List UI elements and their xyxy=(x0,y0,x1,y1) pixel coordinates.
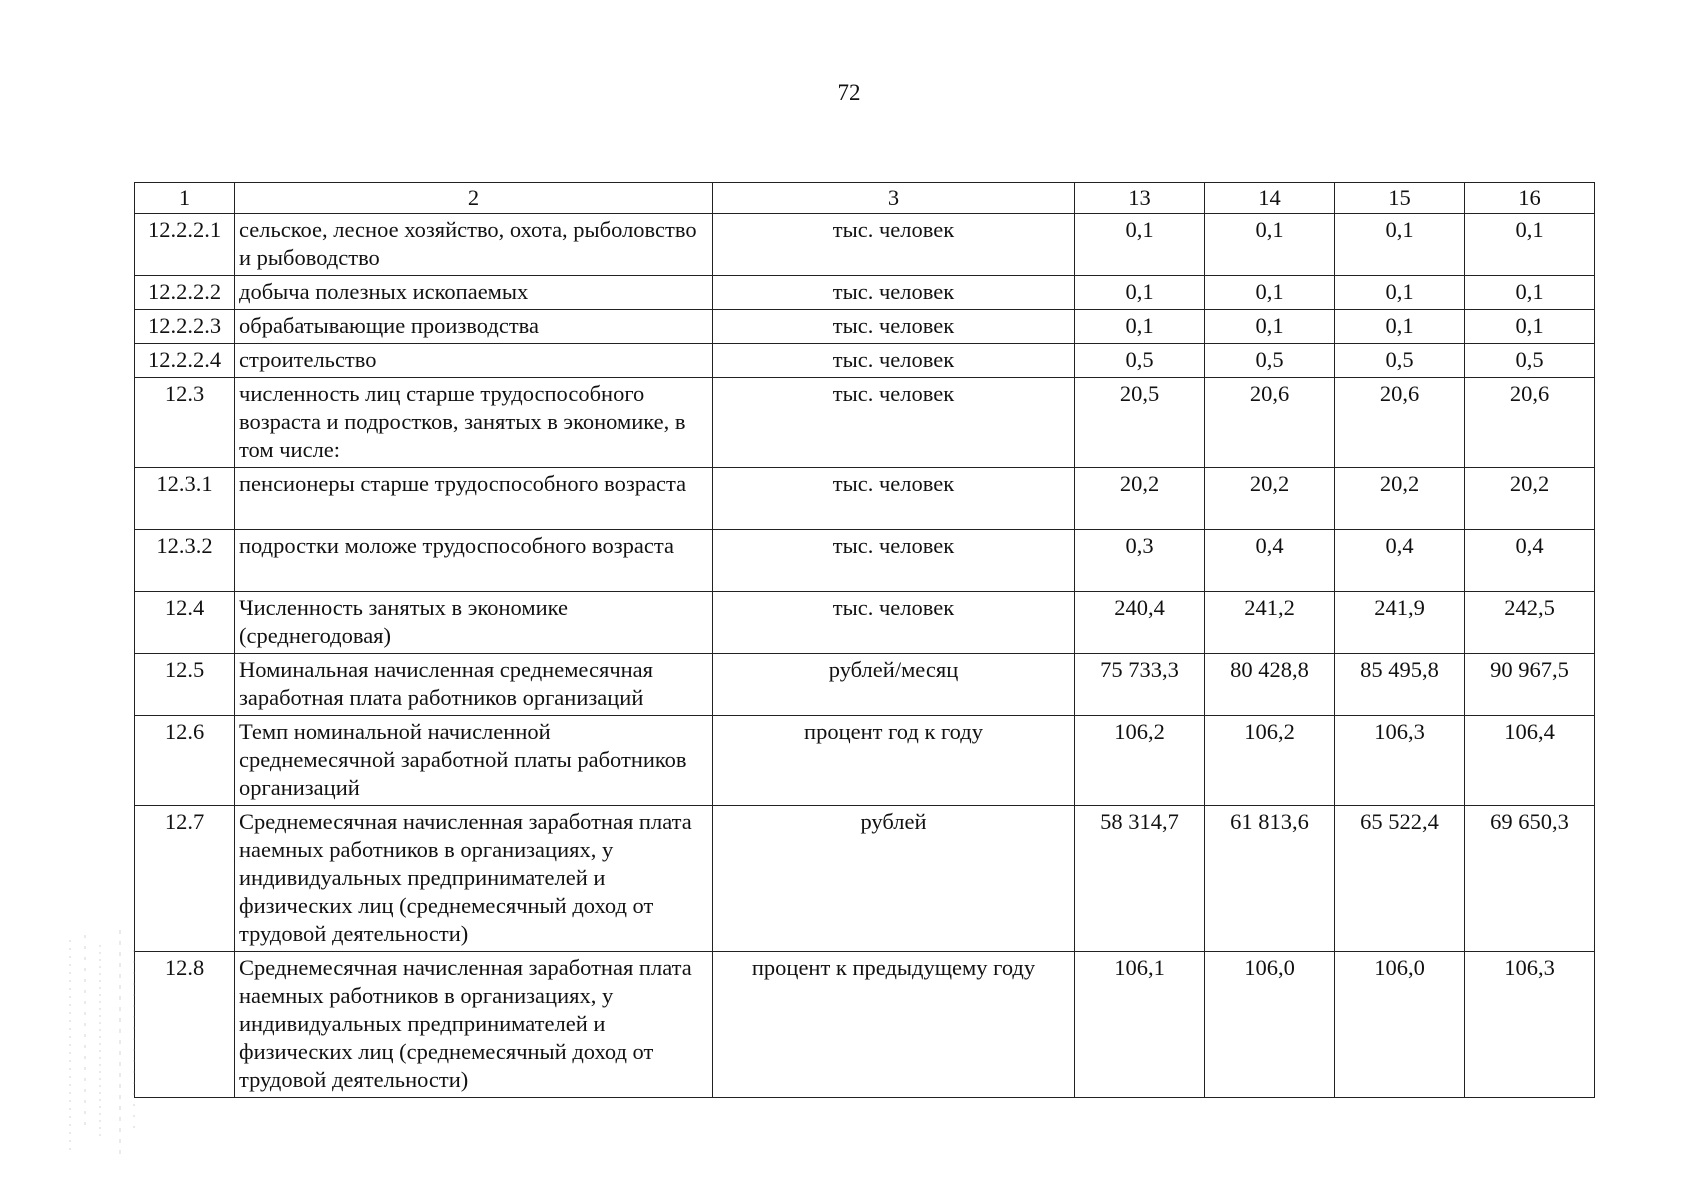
row-value-13: 0,1 xyxy=(1075,214,1205,276)
header-cell-col1: 1 xyxy=(135,183,235,214)
row-code: 12.2.2.3 xyxy=(135,310,235,344)
page-number: 72 xyxy=(837,80,861,105)
row-unit: тыс. человек xyxy=(713,592,1075,654)
row-code: 12.6 xyxy=(135,716,235,806)
row-description: добыча полезных ископаемых xyxy=(235,276,713,310)
row-value-13: 0,1 xyxy=(1075,276,1205,310)
row-value-14: 61 813,6 xyxy=(1205,806,1335,952)
row-code: 12.7 xyxy=(135,806,235,952)
table-row xyxy=(135,592,1595,654)
header-cell-col16: 16 xyxy=(1465,183,1595,214)
table-row xyxy=(135,806,1595,952)
table-row xyxy=(135,468,1595,530)
row-value-15: 20,2 xyxy=(1335,468,1465,530)
row-value-13: 20,2 xyxy=(1075,468,1205,530)
row-description: пенсионеры старше трудоспособного возраста xyxy=(235,468,713,530)
row-unit: процент год к году xyxy=(713,716,1075,806)
row-value-15: 65 522,4 xyxy=(1335,806,1465,952)
row-value-14: 0,1 xyxy=(1205,276,1335,310)
row-code: 12.3.1 xyxy=(135,468,235,530)
row-description: численность лиц старше трудоспособного возраста и подростков, занятых в экономике, в том числе: xyxy=(235,378,713,468)
row-description: Номинальная начисленная среднемесячная заработная плата работников организаций xyxy=(235,654,713,716)
row-unit: тыс. человек xyxy=(713,468,1075,530)
row-value-14: 0,4 xyxy=(1205,530,1335,592)
table-row xyxy=(135,952,1595,1098)
row-value-14: 0,5 xyxy=(1205,344,1335,378)
row-unit: тыс. человек xyxy=(713,276,1075,310)
row-unit: процент к предыдущему году xyxy=(713,952,1075,1098)
row-code: 12.4 xyxy=(135,592,235,654)
table-row xyxy=(135,378,1595,468)
row-value-16: 106,3 xyxy=(1465,952,1595,1098)
row-value-15: 0,5 xyxy=(1335,344,1465,378)
table-row xyxy=(135,344,1595,378)
row-value-14: 106,0 xyxy=(1205,952,1335,1098)
row-description: сельское, лесное хозяйство, охота, рыболовство и рыбоводство xyxy=(235,214,713,276)
row-value-15: 0,1 xyxy=(1335,214,1465,276)
row-value-16: 90 967,5 xyxy=(1465,654,1595,716)
row-value-16: 0,5 xyxy=(1465,344,1595,378)
row-unit: тыс. человек xyxy=(713,214,1075,276)
row-unit: тыс. человек xyxy=(713,378,1075,468)
row-value-13: 20,5 xyxy=(1075,378,1205,468)
row-value-13: 106,2 xyxy=(1075,716,1205,806)
row-unit: тыс. человек xyxy=(713,310,1075,344)
row-value-14: 80 428,8 xyxy=(1205,654,1335,716)
row-value-15: 0,1 xyxy=(1335,276,1465,310)
row-value-14: 106,2 xyxy=(1205,716,1335,806)
row-unit: тыс. человек xyxy=(713,344,1075,378)
row-value-15: 0,1 xyxy=(1335,310,1465,344)
row-description: строительство xyxy=(235,344,713,378)
row-description: Темп номинальной начисленной среднемесячной заработной платы работников организаций xyxy=(235,716,713,806)
row-value-14: 20,2 xyxy=(1205,468,1335,530)
row-value-13: 0,1 xyxy=(1075,310,1205,344)
table-row xyxy=(135,530,1595,592)
row-value-15: 0,4 xyxy=(1335,530,1465,592)
row-value-15: 20,6 xyxy=(1335,378,1465,468)
row-value-13: 58 314,7 xyxy=(1075,806,1205,952)
data-table xyxy=(134,182,1595,1098)
row-description: обрабатывающие производства xyxy=(235,310,713,344)
row-code: 12.2.2.2 xyxy=(135,276,235,310)
row-value-16: 0,1 xyxy=(1465,276,1595,310)
row-value-15: 106,3 xyxy=(1335,716,1465,806)
row-value-13: 0,5 xyxy=(1075,344,1205,378)
header-cell-col13: 13 xyxy=(1075,183,1205,214)
row-value-13: 75 733,3 xyxy=(1075,654,1205,716)
row-value-16: 242,5 xyxy=(1465,592,1595,654)
header-cell-col3: 3 xyxy=(713,183,1075,214)
row-code: 12.5 xyxy=(135,654,235,716)
row-value-14: 0,1 xyxy=(1205,214,1335,276)
row-value-16: 20,6 xyxy=(1465,378,1595,468)
row-value-16: 0,1 xyxy=(1465,214,1595,276)
row-value-13: 106,1 xyxy=(1075,952,1205,1098)
row-unit: рублей/месяц xyxy=(713,654,1075,716)
table-row xyxy=(135,310,1595,344)
row-value-14: 241,2 xyxy=(1205,592,1335,654)
row-description: подростки моложе трудоспособного возраста xyxy=(235,530,713,592)
row-value-16: 0,1 xyxy=(1465,310,1595,344)
table-header-row xyxy=(135,183,1595,214)
header-cell-col2: 2 xyxy=(235,183,713,214)
row-code: 12.3 xyxy=(135,378,235,468)
row-value-15: 106,0 xyxy=(1335,952,1465,1098)
row-description: Среднемесячная начисленная заработная плата наемных работников в организациях, у индивидуальных предпринимателей и физических лиц (среднемесячный доход от трудовой деятельности) xyxy=(235,806,713,952)
row-value-16: 20,2 xyxy=(1465,468,1595,530)
table-row xyxy=(135,276,1595,310)
row-value-16: 0,4 xyxy=(1465,530,1595,592)
row-value-13: 0,3 xyxy=(1075,530,1205,592)
row-unit: рублей xyxy=(713,806,1075,952)
row-code: 12.2.2.1 xyxy=(135,214,235,276)
row-unit: тыс. человек xyxy=(713,530,1075,592)
scan-artifact-mark xyxy=(60,930,140,1160)
row-value-14: 20,6 xyxy=(1205,378,1335,468)
row-description: Численность занятых в экономике (среднегодовая) xyxy=(235,592,713,654)
header-cell-col15: 15 xyxy=(1335,183,1465,214)
row-value-13: 240,4 xyxy=(1075,592,1205,654)
table-row xyxy=(135,716,1595,806)
row-code: 12.8 xyxy=(135,952,235,1098)
row-value-16: 69 650,3 xyxy=(1465,806,1595,952)
row-value-15: 85 495,8 xyxy=(1335,654,1465,716)
header-cell-col14: 14 xyxy=(1205,183,1335,214)
table-row xyxy=(135,654,1595,716)
table-row xyxy=(135,214,1595,276)
row-value-16: 106,4 xyxy=(1465,716,1595,806)
row-value-15: 241,9 xyxy=(1335,592,1465,654)
row-description: Среднемесячная начисленная заработная плата наемных работников в организациях, у индивидуальных предпринимателей и физических лиц (среднемесячный доход от трудовой деятельности) xyxy=(235,952,713,1098)
row-value-14: 0,1 xyxy=(1205,310,1335,344)
row-code: 12.2.2.4 xyxy=(135,344,235,378)
row-code: 12.3.2 xyxy=(135,530,235,592)
